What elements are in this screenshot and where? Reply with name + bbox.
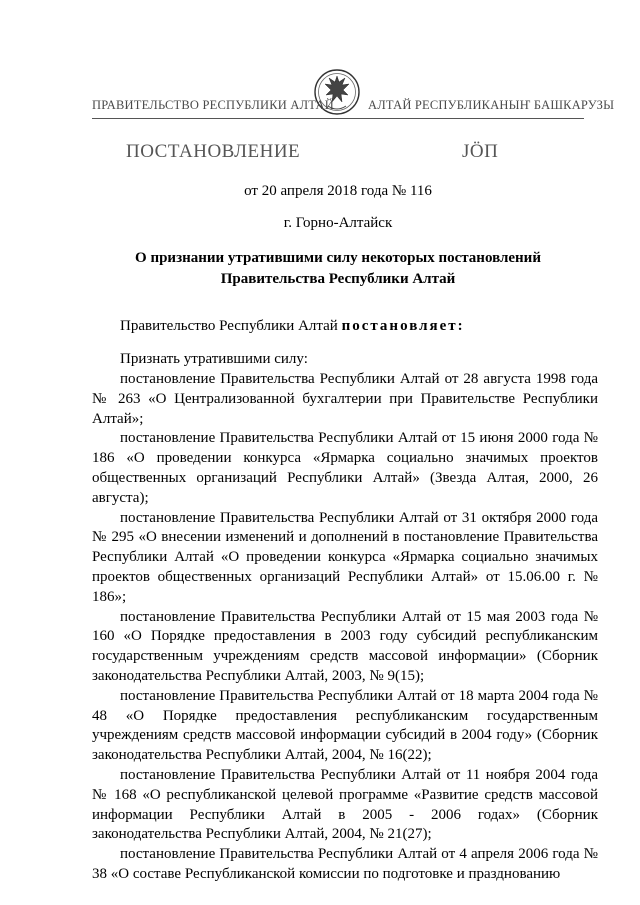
altai-coat-of-arms-icon xyxy=(312,62,362,122)
lead-verb: постановляет: xyxy=(341,318,465,334)
list-item: постановление Правительства Республики Алтай от 15 мая 2003 года № 160 «О Порядке предоставления в 2003 году субсидий республиканским государственным учреждениям средств массовой информации» (Сборник законодательства Республики Алтай, 2003, № 9(15); xyxy=(92,608,598,684)
document-title xyxy=(92,248,584,290)
document-body xyxy=(92,370,598,885)
doc-type-alt: JÖП xyxy=(462,141,499,162)
list-item: постановление Правительства Республики Алтай от 28 августа 1998 года № 263 «О Централизованной бухгалтерии при Правительстве Республики Алтай»; xyxy=(92,371,598,427)
list-item: постановление Правительства Республики Алтай от 11 ноября 2004 года № 168 «О республиканской целевой программе «Развитие средств массовой информации Республики Алтай в 2005 - 2006 годах» (Сборник законодательства Республики Алтай, 2004, № 21(27); xyxy=(92,766,598,843)
header-divider xyxy=(92,118,584,119)
title-line-1: О признании утратившими силу некоторых постановлений xyxy=(135,250,541,266)
document-city: г. Горно-Алтайск xyxy=(283,215,393,231)
document-date: от 20 апреля 2018 года № 116 xyxy=(244,183,432,199)
list-item: постановление Правительства Республики Алтай от 31 октября 2000 года № 295 «О внесении изменений и дополнений в постановление Правительства Республики Алтай «О проведении конкурса «Ярмарка социально значимых проектов общественных организаций Республики Алтай» от 15.06.00 г. № 186»; xyxy=(92,509,598,605)
header-org-alt: АЛТАЙ РЕСПУБЛИКАНЫҤ БАШКАРУЗЫ xyxy=(368,98,615,112)
list-item: постановление Правительства Республики Алтай от 15 июня 2000 года № 186 «О проведении конкурса «Ярмарка социально значимых проектов общественных организаций Республики Алтай» (Звезда Алтая, 2000, 26 августа); xyxy=(92,430,598,506)
header-org-ru: ПРАВИТЕЛЬСТВО РЕСПУБЛИКИ АЛТАЙ xyxy=(92,98,334,112)
list-item: постановление Правительства Республики Алтай от 18 марта 2004 года № 48 «О Порядке предоставления республиканским государственным учреждениям средств массовой информации субсидий в 2004 году» (Сборник законодательства Республики Алтай, 2004, № 16(22); xyxy=(92,687,598,764)
lead-paragraph xyxy=(120,318,465,335)
doc-type-ru: ПОСТАНОВЛЕНИЕ xyxy=(126,141,301,162)
title-line-2: Правительства Республики Алтай xyxy=(220,271,456,287)
lead-prefix: Правительство Республики Алтай xyxy=(120,318,342,334)
recognize-line: Признать утратившими силу: xyxy=(120,351,308,367)
list-item: постановление Правительства Республики Алтай от 4 апреля 2006 года № 38 «О составе Республиканской комиссии по подготовке и празднованию xyxy=(92,846,598,882)
